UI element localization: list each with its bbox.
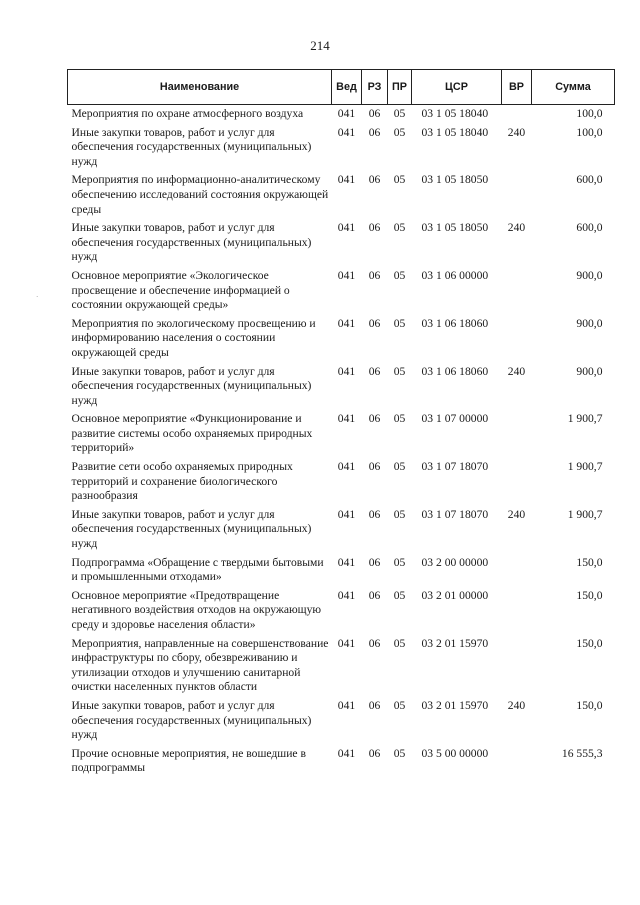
cell-ved: 041 — [337, 555, 356, 569]
cell-ved: 041 — [337, 268, 356, 282]
cell-name: Прочие основные мероприятия, не вошедшие в подпрограммы — [71, 746, 306, 775]
cell-ved: 041 — [337, 125, 356, 139]
cell-vr — [502, 315, 532, 363]
cell-pr: 05 — [393, 173, 406, 187]
cell-name: Подпрограмма «Обращение с твердыми бытовыми и промышленными отходами» — [71, 555, 324, 584]
header-rz: РЗ — [362, 70, 388, 105]
table-row — [68, 410, 615, 458]
cell-rz: 06 — [368, 364, 381, 378]
cell-csr: 03 1 05 18050 — [421, 221, 489, 235]
cell-pr: 05 — [393, 221, 406, 235]
cell-vr — [502, 267, 532, 315]
cell-rz: 06 — [368, 555, 381, 569]
cell-name: Основное мероприятие «Предотвращение негативного воздействия отходов на окружающую среду и здоровье населения области» — [71, 588, 322, 631]
cell-pr: 05 — [393, 107, 406, 120]
cell-rz: 06 — [368, 268, 381, 282]
cell-sum: 150,0 — [576, 636, 603, 650]
cell-name: Мероприятия, направленные на совершенствование инфраструктуры по сбору, обезвреживанию и утилизации отходов и улучшению санитарной очистки населенных пунктов области — [71, 636, 329, 694]
scan-mark: · — [36, 293, 39, 301]
cell-sum: 150,0 — [576, 588, 603, 602]
table-row — [68, 506, 615, 554]
cell-rz: 06 — [368, 316, 381, 330]
header-pr: ПР — [388, 70, 412, 105]
cell-name: Мероприятия по экологическому просвещению и информированию населения о состоянии окружающей среды — [71, 316, 316, 359]
cell-pr: 05 — [393, 412, 406, 426]
cell-vr: 240 — [507, 364, 526, 378]
cell-name: Развитие сети особо охраняемых природных территорий и сохранение биологического разнообразия — [71, 460, 293, 503]
cell-vr — [502, 554, 532, 587]
cell-sum: 150,0 — [576, 698, 603, 712]
cell-ved: 041 — [337, 588, 356, 602]
cell-pr: 05 — [393, 588, 406, 602]
cell-pr: 05 — [393, 125, 406, 139]
cell-sum: 16 555,3 — [561, 746, 603, 760]
table-row — [68, 219, 615, 267]
cell-pr: 05 — [393, 698, 406, 712]
cell-rz: 06 — [368, 173, 381, 187]
table-row — [68, 745, 615, 778]
cell-csr: 03 2 01 15970 — [421, 636, 489, 650]
cell-vr: 240 — [507, 698, 526, 712]
table-header-row — [68, 70, 615, 105]
cell-sum: 1 900,7 — [567, 460, 603, 474]
cell-sum: 600,0 — [576, 173, 603, 187]
cell-name: Иные закупки товаров, работ и услуг для обеспечения государственных (муниципальных) нужд — [71, 221, 312, 264]
cell-rz: 06 — [368, 698, 381, 712]
cell-ved: 041 — [337, 460, 356, 474]
cell-sum: 900,0 — [576, 268, 603, 282]
cell-name: Иные закупки товаров, работ и услуг для обеспечения государственных (муниципальных) нужд — [71, 364, 312, 407]
cell-csr: 03 1 06 18060 — [421, 364, 489, 378]
budget-table — [67, 69, 615, 778]
cell-csr: 03 2 01 15970 — [421, 698, 489, 712]
cell-csr: 03 1 05 18040 — [421, 107, 489, 120]
table-row — [68, 635, 615, 697]
page-number: 214 — [310, 38, 330, 53]
cell-csr: 03 5 00 00000 — [421, 746, 489, 760]
cell-ved: 041 — [337, 221, 356, 235]
cell-csr: 03 1 06 00000 — [421, 268, 489, 282]
cell-name: Основное мероприятие «Экологическое просвещение и обеспечение информацией о состоянии окружающей среды» — [71, 268, 290, 312]
cell-pr: 05 — [393, 364, 406, 378]
header-csr: ЦСР — [412, 70, 502, 105]
cell-csr: 03 2 01 00000 — [421, 588, 489, 602]
table-row — [68, 697, 615, 745]
cell-sum: 100,0 — [576, 125, 603, 139]
cell-vr: 240 — [507, 221, 526, 235]
header-ved: Вед — [332, 70, 362, 105]
header-vr: ВР — [502, 70, 532, 105]
cell-ved: 041 — [337, 107, 356, 120]
cell-vr: 240 — [507, 507, 526, 521]
cell-pr: 05 — [393, 746, 406, 760]
cell-vr: 240 — [507, 125, 526, 139]
cell-rz: 06 — [368, 636, 381, 650]
cell-vr — [502, 458, 532, 506]
cell-csr: 03 1 05 18050 — [421, 173, 489, 187]
cell-sum: 1 900,7 — [567, 412, 603, 426]
cell-pr: 05 — [393, 555, 406, 569]
cell-sum: 900,0 — [576, 316, 603, 330]
cell-ved: 041 — [337, 316, 356, 330]
cell-vr — [502, 635, 532, 697]
cell-name: Основное мероприятие «Функционирование и развитие системы особо охраняемых природных территорий» — [71, 412, 313, 455]
cell-csr: 03 1 07 00000 — [421, 412, 489, 426]
cell-ved: 041 — [337, 746, 356, 760]
table-row — [68, 124, 615, 172]
cell-vr — [502, 171, 532, 219]
cell-ved: 041 — [337, 507, 356, 521]
cell-vr — [502, 410, 532, 458]
cell-sum: 600,0 — [576, 221, 603, 235]
header-name: Наименование — [68, 70, 332, 105]
table-row — [68, 587, 615, 635]
table-row — [68, 315, 615, 363]
cell-ved: 041 — [337, 412, 356, 426]
cell-sum: 150,0 — [576, 555, 603, 569]
table-row — [68, 363, 615, 411]
cell-csr: 03 1 06 18060 — [421, 316, 489, 330]
cell-sum: 1 900,7 — [567, 507, 603, 521]
cell-pr: 05 — [393, 507, 406, 521]
cell-name: Иные закупки товаров, работ и услуг для обеспечения государственных (муниципальных) нужд — [71, 125, 312, 168]
cell-ved: 041 — [337, 173, 356, 187]
cell-name: Иные закупки товаров, работ и услуг для обеспечения государственных (муниципальных) нужд — [71, 698, 312, 742]
cell-pr: 05 — [393, 460, 406, 474]
cell-csr: 03 1 05 18040 — [421, 125, 489, 139]
table-row — [68, 458, 615, 506]
cell-sum: 100,0 — [576, 107, 603, 120]
cell-ved: 041 — [337, 698, 356, 712]
cell-name: Иные закупки товаров, работ и услуг для обеспечения государственных (муниципальных) нужд — [71, 507, 312, 551]
cell-rz: 06 — [368, 221, 381, 235]
table-row — [68, 554, 615, 587]
table-row — [68, 171, 615, 219]
cell-sum: 900,0 — [576, 364, 603, 378]
cell-rz: 06 — [368, 507, 381, 521]
cell-rz: 06 — [368, 588, 381, 602]
cell-ved: 041 — [337, 636, 356, 650]
cell-ved: 041 — [337, 364, 356, 378]
cell-csr: 03 2 00 00000 — [421, 555, 489, 569]
cell-rz: 06 — [368, 125, 381, 139]
cell-rz: 06 — [368, 746, 381, 760]
cell-vr — [502, 745, 532, 778]
cell-vr — [502, 587, 532, 635]
cell-pr: 05 — [393, 636, 406, 650]
cell-rz: 06 — [368, 107, 381, 120]
cell-name: Мероприятия по информационно-аналитическому обеспечению исследований состояния окружающей среды — [71, 173, 329, 216]
cell-csr: 03 1 07 18070 — [421, 507, 489, 521]
cell-vr — [502, 105, 532, 124]
table-row — [68, 105, 615, 124]
cell-name: Мероприятия по охране атмосферного воздуха — [71, 107, 304, 120]
cell-rz: 06 — [368, 460, 381, 474]
table-row — [68, 267, 615, 315]
cell-pr: 05 — [393, 268, 406, 282]
cell-csr: 03 1 07 18070 — [421, 460, 489, 474]
header-sum: Сумма — [532, 70, 615, 105]
cell-rz: 06 — [368, 412, 381, 426]
cell-pr: 05 — [393, 316, 406, 330]
